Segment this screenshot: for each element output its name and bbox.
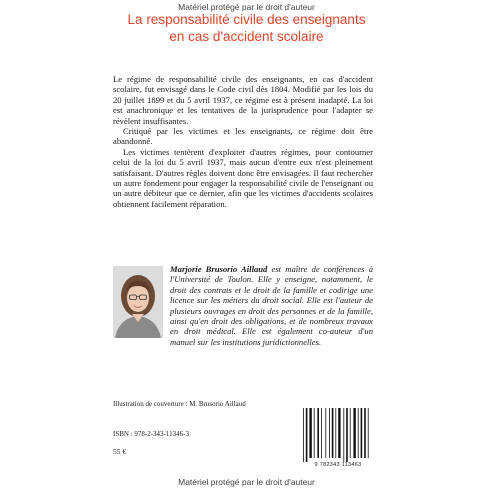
summary-paragraph-2: Critiqué par les victimes et les enseignants, ce régime doit être abandonné. (113, 126, 373, 147)
price: 55 € (113, 447, 127, 456)
author-bio-text: est maître de conférences à l'Université de Toulon. Elle y enseigne, notamment, le droit des contrats et le droit de la famille et codirige une licence sur les métiers du droit social. Elle est l'auteur de plusieurs ouvrages en droit des personnes et de la famille, ainsi qu'en droit des obligations, et de nombreux travaux en droit médical. Elle est également co-auteur d'un manuel sur les institutions juridictionnelles. (170, 264, 373, 347)
author-bio (170, 264, 373, 347)
author-photo (113, 266, 163, 338)
copyright-watermark-top: Matériel protégé par le droit d'auteur (178, 2, 315, 12)
summary-paragraph-3: Les victimes tentèrent d'exploiter d'autres régimes, pour contourner celui de la loi du 5 avril 1937, mais aucun d'entre eux n'est pleinement satisfaisant. D'autres règles doivent donc être envisagées. Il faut rechercher un autre fondement pour engager la responsabilité civile de l'enseignant ou un autre débiteur que ce dernier, afin que les victimes d'accidents scolaires obtiennent facilement réparation. (113, 146, 373, 209)
summary-paragraph-1: Le régime de responsabilité civile des enseignants, en cas d'accident scolaire, fut envisagé dans le Code civil dès 1804. Modifié par les lois du 20 juillet 1899 et du 5 avril 1937, ce régime est à présent inadapté. La loi est anachronique et les tentatives de la jurisprudence pour l'adapter se révèlent insuffisantes. (113, 74, 373, 126)
author-name: Marjorie Brusorio Aillaud (170, 264, 268, 274)
book-summary (113, 74, 373, 209)
book-title-line-1: La responsabilité civile des enseignants (127, 12, 366, 27)
book-title (80, 11, 413, 45)
book-title-line-2: en cas d'accident scolaire (169, 29, 324, 44)
isbn: ISBN : 978-2-343-11346-3 (113, 430, 189, 438)
barcode (300, 406, 376, 470)
barcode-icon (300, 406, 376, 462)
author-portrait-icon (113, 266, 163, 338)
barcode-digits: 9 782343 113463 (314, 462, 362, 468)
cover-illustration-credit: Illustration de couverture : M. Brusorio Aillaud (113, 400, 246, 408)
copyright-watermark-bottom: Matériel protégé par le droit d'auteur (178, 477, 315, 487)
